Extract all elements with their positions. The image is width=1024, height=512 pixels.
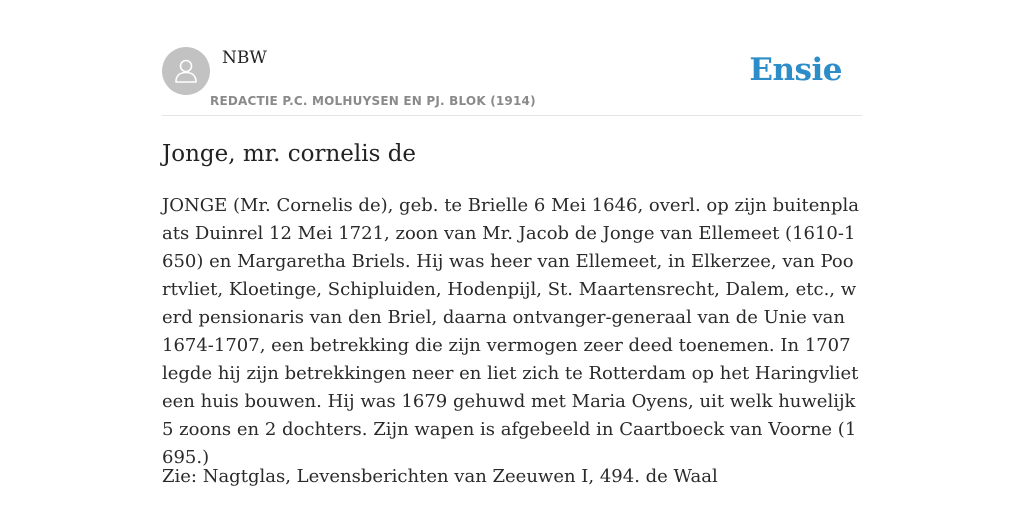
user-icon [171, 56, 201, 86]
source-name[interactable]: NBW [222, 48, 267, 68]
avatar[interactable] [162, 47, 210, 95]
article-body: JONGE (Mr. Cornelis de), geb. te Brielle 6 Mei 1646, overl. op zijn buitenplaats Duinrel 12 Mei 1721, zoon van Mr. Jacob de Jonge van Ellemeet (1610-1650) en Margaretha Briels. Hij was heer van Ellemeet, in Elkerzee, van Poortvliet, Kloetinge, Schipluiden, Hodenpijl, St. Maartensrecht, Dalem, etc., werd pensionaris van den Briel, daarna ontvanger-generaal van de Unie van 1674-1707, een betrekking die zijn vermogen zeer deed toenemen. In 1707 legde hij zijn betrekkingen neer en liet zich te Rotterdam op het Haringvliet een huis bouwen. Hij was 1679 gehuwd met Maria Oyens, uit welk huwelijk 5 zoons en 2 dochters. Zijn wapen is afgebeeld in Caartboeck van Voorne (1695.) [162, 195, 859, 468]
article-reference: Zie: Nagtglas, Levensberichten van Zeeuwen I, 494. de Waal [162, 466, 718, 487]
header-divider [162, 115, 862, 116]
brand-logo[interactable]: Ensie [749, 52, 842, 88]
article-title: Jonge, mr. cornelis de [162, 141, 417, 167]
source-subtitle: REDACTIE P.C. MOLHUYSEN EN PJ. BLOK (1914) [210, 94, 536, 108]
